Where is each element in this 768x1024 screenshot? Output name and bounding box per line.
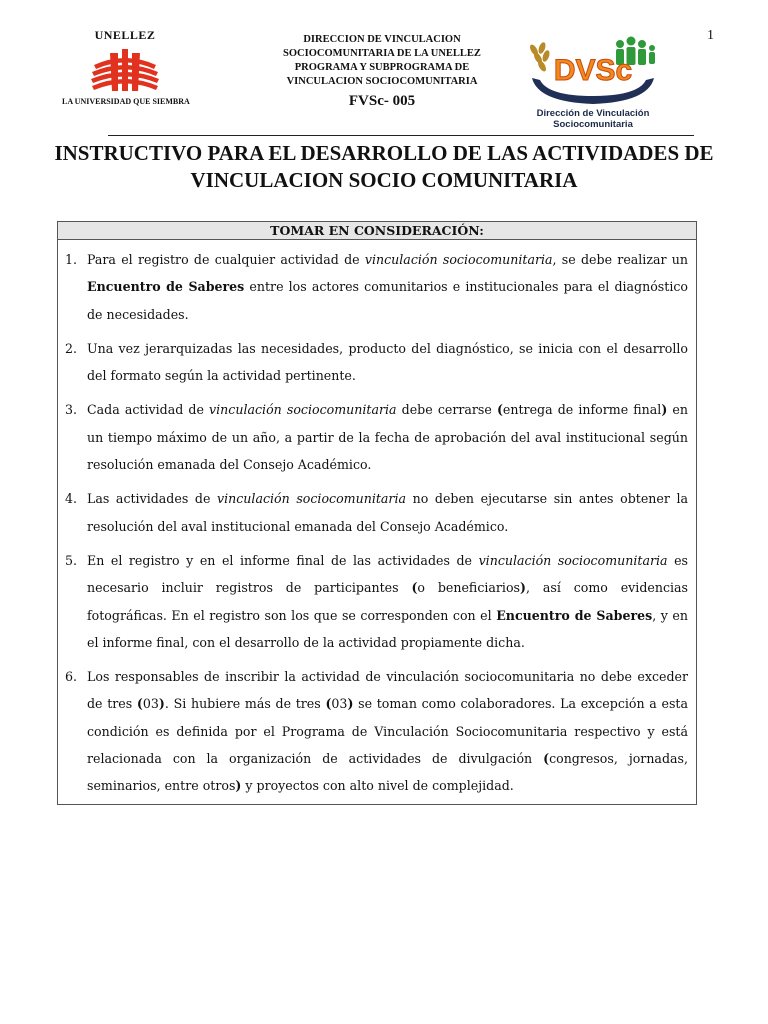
list-item-text: se toman como colaboradores. La excepción a esta condición es definida por el Programa de Vinculación Sociocomunitaria respectivo y está relacionada con la organización de actividades de divulgación — [87, 696, 688, 767]
document-header — [232, 33, 532, 111]
list-item-text: ( — [325, 696, 332, 712]
list-item-text: ) — [347, 696, 354, 712]
list-item-text: ) — [520, 580, 526, 596]
header-line-1: DIRECCION DE VINCULACION — [303, 34, 461, 45]
unellez-emblem-icon — [88, 45, 162, 95]
list-item-number: 4. — [65, 491, 78, 507]
list-item-text: Una vez jerarquizadas las necesidades, producto del diagnóstico, se inicia con el desarrollo del formato según la actividad pertinente. — [87, 340, 688, 384]
list-item-text: 03 — [331, 696, 348, 712]
list-item-number: 5. — [65, 552, 78, 568]
list-item — [58, 396, 688, 478]
list-item-text: Encuentro de Saberes — [496, 607, 653, 623]
list-item-text: vinculación sociocomunitaria — [217, 491, 406, 507]
header-line-4: VINCULACION SOCIOCOMUNITARIA — [286, 76, 478, 87]
document-title-line-1: INSTRUCTIVO PARA EL DESARROLLO DE LAS ACTIVIDADES DE — [54, 141, 714, 165]
list-item — [58, 547, 688, 656]
list-item-text: o beneficiarios — [417, 580, 521, 596]
list-item-text: y proyectos con alto nivel de complejidad. — [241, 778, 514, 794]
page-number: 1 — [707, 28, 714, 43]
list-item-text: . Si hubiere más de tres — [164, 696, 326, 712]
list-item — [58, 485, 688, 540]
dvsc-caption-line-2: Sociocomunitaria — [553, 119, 633, 130]
list-item-text: entre los actores comunitarios e institucionales para el diagnóstico de necesidades. — [87, 279, 688, 322]
list-item-number: 1. — [65, 252, 78, 267]
list-item-text: vinculación sociocomunitaria — [364, 252, 553, 267]
list-item-text: En el registro y en el informe final de las actividades de — [87, 552, 479, 568]
list-item-text: , así como evidencias fotográficas. En el registro son los que se corresponden con el — [87, 580, 688, 623]
considerations-heading: TOMAR EN CONSIDERACIÓN: — [58, 222, 696, 240]
document-title-line-2: VINCULACION SOCIO COMUNITARIA — [190, 168, 578, 192]
list-item-text: ( — [136, 696, 143, 712]
list-item-text: , y en el informe final, con el desarrollo de la actividad propiamente dicha. — [87, 607, 688, 650]
form-code: FVSc- 005 — [348, 93, 416, 109]
list-item-text: en un tiempo máximo de un año, a partir de la fecha de aprobación del aval institucional según resolución emanada del Consejo Académico. — [87, 402, 688, 473]
list-item — [58, 335, 688, 390]
list-item-text: , se debe realizar un — [552, 252, 688, 267]
document-title — [40, 140, 728, 194]
considerations-box — [57, 221, 697, 805]
list-item — [58, 246, 688, 328]
list-item-text: no deben ejecutarse sin antes obtener la resolución del aval institucional emanada del Consejo Académico. — [87, 491, 688, 534]
list-item-number: 2. — [65, 340, 78, 356]
list-item-number: 6. — [65, 669, 78, 685]
list-item-text: Encuentro de Saberes — [87, 279, 245, 295]
header-line-3: PROGRAMA Y SUBPROGRAMA DE — [294, 62, 470, 73]
list-item-text: ) — [661, 402, 668, 418]
list-item-text: es necesario incluir registros de participantes — [87, 552, 688, 596]
list-item-text: Los responsables de inscribir la actividad de vinculación sociocomunitaria no debe exceder de tres — [87, 669, 688, 712]
list-item-text: Las actividades de — [87, 491, 217, 507]
list-item-text: ( — [543, 751, 550, 767]
list-item-number: 3. — [65, 402, 78, 418]
dvsc-acronym: DVSc — [553, 54, 633, 87]
header-line-2: SOCIOCOMUNITARIA DE LA UNELLEZ — [283, 48, 481, 59]
dvsc-emblem-icon — [518, 36, 668, 108]
unellez-logo — [62, 28, 188, 106]
list-item-text: ) — [235, 778, 242, 794]
considerations-list — [58, 240, 696, 800]
dvsc-caption-line-1: Dirección de Vinculación — [536, 108, 650, 119]
list-item-text: 03 — [142, 696, 159, 712]
list-item-text: ( — [411, 580, 418, 596]
list-item-text: ( — [496, 402, 503, 418]
list-item-text: Cada actividad de — [87, 402, 210, 418]
list-item-text: vinculación sociocomunitaria — [478, 552, 668, 568]
list-item-text: Para el registro de cualquier actividad de — [87, 252, 365, 267]
header-divider — [108, 135, 694, 136]
list-item-text: ) — [158, 696, 165, 712]
unellez-logo-name: UNELLEZ — [94, 28, 156, 42]
dvsc-logo — [518, 36, 668, 136]
unellez-motto: LA UNIVERSIDAD QUE SIEMBRA — [62, 97, 190, 106]
list-item-text: debe cerrarse — [396, 402, 497, 418]
list-item-text: congresos, jornadas, seminarios, entre otros — [87, 751, 688, 794]
list-item-text: vinculación sociocomunitaria — [209, 402, 397, 418]
list-item — [58, 663, 688, 799]
list-item-text: entrega de informe final — [502, 402, 662, 418]
